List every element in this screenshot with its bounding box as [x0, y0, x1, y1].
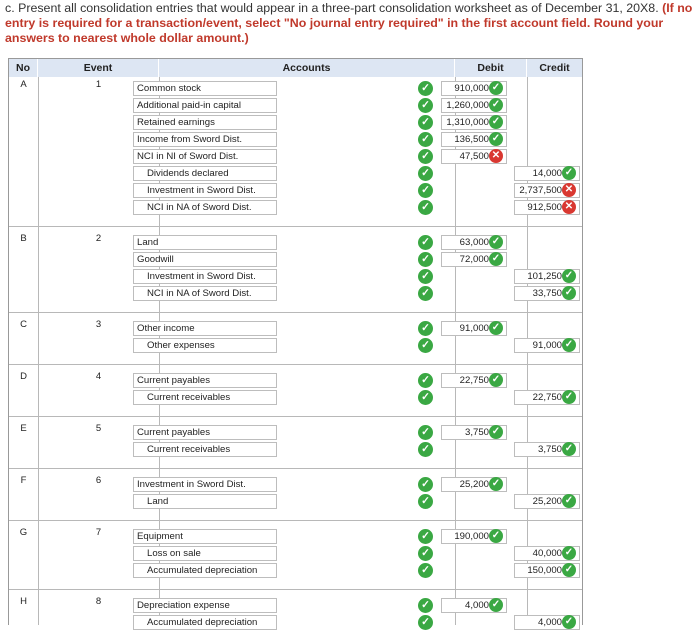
- entry-divider: [9, 520, 582, 521]
- account-select[interactable]: Loss on sale: [133, 546, 277, 561]
- account-select[interactable]: Other income: [133, 321, 277, 336]
- credit-check-icon: ✓: [562, 442, 576, 456]
- credit-input[interactable]: 33,750: [514, 286, 580, 301]
- debit-check-icon: ✓: [489, 321, 503, 335]
- debit-input[interactable]: 1,260,000: [441, 98, 507, 113]
- account-select[interactable]: NCI in NA of Sword Dist.: [133, 200, 277, 215]
- credit-input[interactable]: 3,750: [514, 442, 580, 457]
- account-check-icon: ✓: [418, 615, 433, 630]
- debit-input[interactable]: 910,000: [441, 81, 507, 96]
- entry-event: 2: [95, 233, 102, 244]
- debit-check-icon: ✓: [489, 373, 503, 387]
- account-check-icon: ✓: [418, 149, 433, 164]
- debit-check-icon: ✓: [489, 425, 503, 439]
- credit-check-icon: ✓: [562, 563, 576, 577]
- entry-no: F: [20, 475, 27, 486]
- entry-no: D: [20, 371, 27, 382]
- entry-divider: [9, 416, 582, 417]
- header-no: No: [9, 59, 38, 77]
- entry-divider: [9, 364, 582, 365]
- entry-event: 1: [95, 79, 102, 90]
- debit-check-icon: ✓: [489, 132, 503, 146]
- credit-check-icon: ✓: [562, 494, 576, 508]
- credit-input[interactable]: 150,000: [514, 563, 580, 578]
- credit-input[interactable]: 912,500: [514, 200, 580, 215]
- credit-input[interactable]: 91,000: [514, 338, 580, 353]
- credit-input[interactable]: 40,000: [514, 546, 580, 561]
- debit-check-icon: ✓: [489, 252, 503, 266]
- credit-check-icon: ✓: [562, 390, 576, 404]
- account-check-icon: ✓: [418, 373, 433, 388]
- debit-input[interactable]: 22,750: [441, 373, 507, 388]
- account-check-icon: ✓: [418, 546, 433, 561]
- account-check-icon: ✓: [418, 166, 433, 181]
- instruction-text: c. Present all consolidation entries that would appear in a three-part consolidation worksheet as of December 31, 20X8.: [5, 1, 659, 15]
- entry-event: 7: [95, 527, 102, 538]
- account-check-icon: ✓: [418, 269, 433, 284]
- entry-no: B: [20, 233, 27, 244]
- entry-no: G: [19, 527, 28, 538]
- debit-check-icon: ✓: [489, 115, 503, 129]
- account-check-icon: ✓: [418, 390, 433, 405]
- debit-input[interactable]: 136,500: [441, 132, 507, 147]
- debit-input[interactable]: 47,500: [441, 149, 507, 164]
- entry-event: 8: [95, 596, 102, 607]
- entry-no: C: [20, 319, 27, 330]
- debit-check-icon: ✓: [489, 98, 503, 112]
- account-check-icon: ✓: [418, 286, 433, 301]
- account-select[interactable]: Additional paid-in capital: [133, 98, 277, 113]
- account-check-icon: ✓: [418, 235, 433, 250]
- credit-input[interactable]: 4,000: [514, 615, 580, 630]
- entry-event: 4: [95, 371, 102, 382]
- debit-check-icon: ✓: [489, 81, 503, 95]
- entry-no: E: [20, 423, 27, 434]
- account-select[interactable]: Current payables: [133, 425, 277, 440]
- entry-no: A: [20, 79, 27, 90]
- debit-input[interactable]: 72,000: [441, 252, 507, 267]
- account-select[interactable]: NCI in NA of Sword Dist.: [133, 286, 277, 301]
- debit-error-icon: ✕: [489, 149, 503, 163]
- account-check-icon: ✓: [418, 477, 433, 492]
- header-accounts: Accounts: [159, 59, 455, 77]
- debit-input[interactable]: 25,200: [441, 477, 507, 492]
- credit-input[interactable]: 14,000: [514, 166, 580, 181]
- header-credit: Credit: [527, 59, 582, 77]
- debit-check-icon: ✓: [489, 477, 503, 491]
- credit-check-icon: ✓: [562, 615, 576, 629]
- account-select[interactable]: Goodwill: [133, 252, 277, 267]
- debit-input[interactable]: 4,000: [441, 598, 507, 613]
- credit-input[interactable]: 22,750: [514, 390, 580, 405]
- account-check-icon: ✓: [418, 252, 433, 267]
- entry-event: 3: [95, 319, 102, 330]
- account-select[interactable]: Current receivables: [133, 390, 277, 405]
- entry-divider: [9, 589, 582, 590]
- credit-check-icon: ✓: [562, 269, 576, 283]
- debit-check-icon: ✓: [489, 598, 503, 612]
- account-check-icon: ✓: [418, 598, 433, 613]
- account-select[interactable]: Accumulated depreciation: [133, 563, 277, 578]
- entry-divider: [9, 468, 582, 469]
- account-check-icon: ✓: [418, 81, 433, 96]
- account-check-icon: ✓: [418, 442, 433, 457]
- account-select[interactable]: Income from Sword Dist.: [133, 132, 277, 147]
- credit-input[interactable]: 2,737,500: [514, 183, 580, 198]
- account-check-icon: ✓: [418, 200, 433, 215]
- debit-input[interactable]: 91,000: [441, 321, 507, 336]
- account-select[interactable]: Equipment: [133, 529, 277, 544]
- account-check-icon: ✓: [418, 183, 433, 198]
- debit-input[interactable]: 190,000: [441, 529, 507, 544]
- account-check-icon: ✓: [418, 529, 433, 544]
- account-check-icon: ✓: [418, 132, 433, 147]
- header-debit: Debit: [455, 59, 527, 77]
- account-select[interactable]: Current receivables: [133, 442, 277, 457]
- account-select[interactable]: NCI in NI of Sword Dist.: [133, 149, 277, 164]
- debit-check-icon: ✓: [489, 529, 503, 543]
- entry-event: 5: [95, 423, 102, 434]
- credit-check-icon: ✓: [562, 286, 576, 300]
- account-select[interactable]: Investment in Sword Dist.: [133, 477, 277, 492]
- account-select[interactable]: Land: [133, 494, 277, 509]
- debit-input[interactable]: 63,000: [441, 235, 507, 250]
- account-check-icon: ✓: [418, 494, 433, 509]
- account-select[interactable]: Retained earnings: [133, 115, 277, 130]
- debit-input[interactable]: 3,750: [441, 425, 507, 440]
- credit-error-icon: ✕: [562, 183, 576, 197]
- account-select[interactable]: Investment in Sword Dist.: [133, 269, 277, 284]
- credit-input[interactable]: 101,250: [514, 269, 580, 284]
- header-event: Event: [38, 59, 159, 77]
- account-select[interactable]: Investment in Sword Dist.: [133, 183, 277, 198]
- consolidation-worksheet: [8, 58, 583, 628]
- account-select[interactable]: Accumulated depreciation: [133, 615, 277, 630]
- account-check-icon: ✓: [418, 321, 433, 336]
- account-select[interactable]: Common stock: [133, 81, 277, 96]
- credit-check-icon: ✓: [562, 546, 576, 560]
- account-select[interactable]: Current payables: [133, 373, 277, 388]
- credit-check-icon: ✓: [562, 166, 576, 180]
- account-check-icon: ✓: [418, 338, 433, 353]
- instruction-note: (If no entry is required for a transaction/event, select "No journal entry required" in the first account field. Round your answers to nearest whole dollar amount.): [5, 1, 693, 46]
- account-check-icon: ✓: [418, 563, 433, 578]
- debit-check-icon: ✓: [489, 235, 503, 249]
- account-check-icon: ✓: [418, 98, 433, 113]
- account-select[interactable]: Depreciation expense: [133, 598, 277, 613]
- entry-event: 6: [95, 475, 102, 486]
- debit-input[interactable]: 1,310,000: [441, 115, 507, 130]
- account-check-icon: ✓: [418, 115, 433, 130]
- account-check-icon: ✓: [418, 425, 433, 440]
- instructions: [5, 1, 697, 47]
- credit-input[interactable]: 25,200: [514, 494, 580, 509]
- credit-error-icon: ✕: [562, 200, 576, 214]
- account-select[interactable]: Land: [133, 235, 277, 250]
- column-divider: [38, 77, 39, 625]
- credit-check-icon: ✓: [562, 338, 576, 352]
- account-select[interactable]: Other expenses: [133, 338, 277, 353]
- entry-divider: [9, 312, 582, 313]
- entry-divider: [9, 226, 582, 227]
- entry-no: H: [20, 596, 27, 607]
- account-select[interactable]: Dividends declared: [133, 166, 277, 181]
